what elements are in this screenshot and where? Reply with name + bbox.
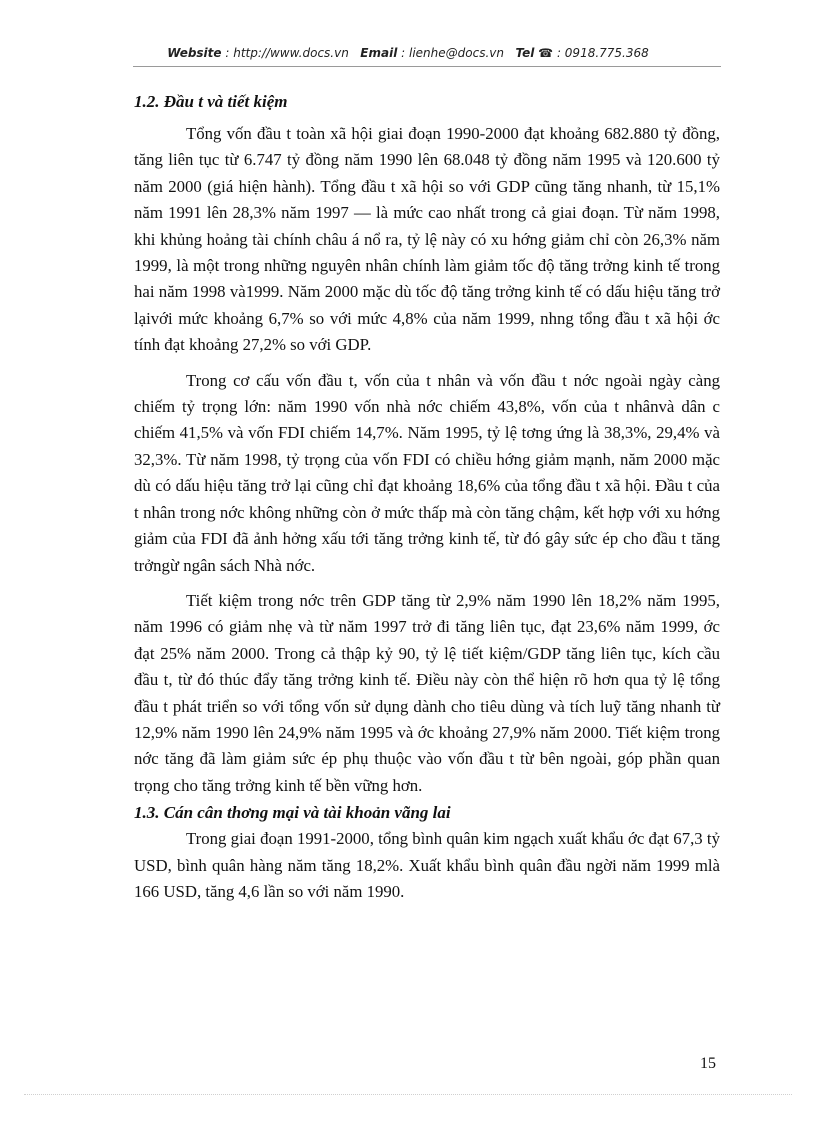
paragraph-savings: Tiết kiệm trong nớc trên GDP tăng từ 2,9% năm 1990 lên 18,2% năm 1995, năm 1996 có giảm nhẹ và từ năm 1997 trở đi tăng liên tục, đạt 23,6% năm 1999, ớc đạt 25% năm 2000. Trong cả thập kỷ 90, tỷ lệ tiết kiệm/GDP tăng liên tục, kích cầu đầu t, từ đó thúc đẩy tăng trởng kinh tế. Điều này còn thể hiện rõ hơn qua tỷ lệ tổng đầu t phát triển so với tổng vốn sử dụng dành cho tiêu dùng và tích luỹ tăng nhanh từ 12,9% năm 1990 lên 24,9% năm 1995 và ớc khoảng 27,9% năm 2000. Tiết kiệm trong nớc tăng đã làm giảm sức ép phụ thuộc vào vốn đầu t từ bên ngoài, góp phần quan trọng cho tăng trởng kinh tế bền vững hơn. [134,590,720,795]
email-label: Email [360,46,398,60]
section-heading-1-2: 1.2. Đầu t và tiết kiệm [134,92,288,111]
tel-value: : 0918.775.368 [556,46,649,60]
tel-label: Tel [515,46,535,60]
paragraph-trade: Trong giai đoạn 1991-2000, tổng bình quân kim ngạch xuất khẩu ớc đạt 67,3 tỷ USD, bình quân hàng năm tăng 18,2%. Xuất khẩu bình quân đầu ngời năm 1999 mlà 166 USD, tăng 4,6 lần so với năm 1990. [134,829,720,901]
email-value: : lienhe@docs.vn [401,46,504,60]
footer-divider [24,1094,792,1095]
section-heading-1-3: 1.3. Cán cân thơng mại và tài khoản vãng lai [134,803,451,823]
website-label: Website [167,46,222,60]
website-value: : http://www.docs.vn [225,46,349,60]
page-header [0,46,816,60]
page-number: 15 [700,1055,716,1072]
document-body [134,88,720,905]
paragraph-investment-total: Tổng vốn đầu t toàn xã hội giai đoạn 1990-2000 đạt khoảng 682.880 tỷ đồng, tăng liên tục từ 6.747 tỷ đồng năm 1990 lên 68.048 tỷ đồng năm 1995 và 120.600 tỷ năm 2000 (giá hiện hành). Tổng đầu t xã hội so với GDP cũng tăng nhanh, từ 15,1% năm 1991 lên 28,3% năm 1997 — là mức cao nhất trong cả giai đoạn. Từ năm 1998, khi khủng hoảng tài chính châu á nổ ra, tỷ lệ này có xu hớng giảm chỉ còn 26,3% năm 1999, là một trong những nguyên nhân chính làm giảm tốc độ tăng trởng kinh tế trong hai năm 1998 và1999. Năm 2000 mặc dù tốc độ tăng trởng kinh tế có dấu hiệu tăng trở lạivới mức khoảng 6,7% so với mức 4,8% của năm 1999, nhng tổng đầu t xã hội ớc tính đạt khoảng 27,2% so với GDP. [134,124,720,355]
phone-icon: ☎ [538,46,554,60]
paragraph-investment-structure: Trong cơ cấu vốn đầu t, vốn của t nhân và vốn đầu t nớc ngoài ngày càng chiếm tỷ trọng lớn: năm 1990 vốn nhà nớc chiếm 43,8%, vốn của t nhânvà dân c chiếm 41,5% và vốn FDI chiếm 14,7%. Năm 1995, tỷ lệ tơng ứng là 38,3%, 29,4% và 32,3%. Từ năm 1998, tỷ trọng của vốn FDI có chiều hớng giảm mạnh, năm 2000 mặc dù có dấu hiệu tăng trở lại cũng chỉ đạt khoảng 18,6% của tổng đầu t xã hội. Đầu t của t nhân trong nớc không những còn ở mức thấp mà còn tăng chậm, kết hợp với xu hớng giảm của FDI đã ảnh hởng xấu tới tăng trởng kinh tế, từ đó gây sức ép cho đầu t tăng trởngừ ngân sách Nhà nớc. [134,370,720,575]
header-divider [133,66,721,67]
